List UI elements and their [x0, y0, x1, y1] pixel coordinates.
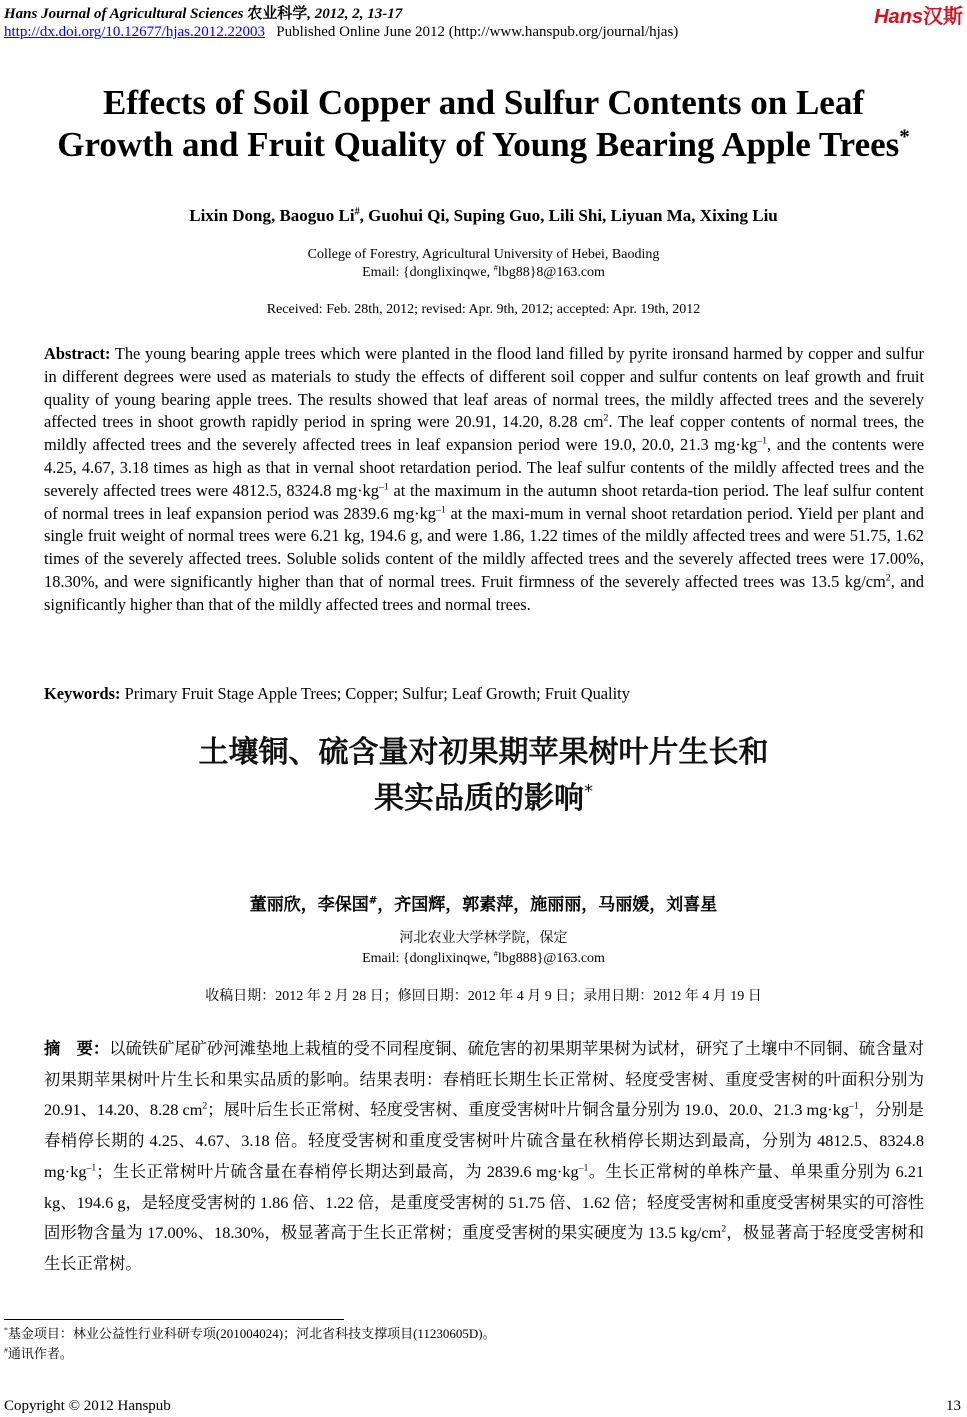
journal-header: [4, 2, 402, 23]
superscript: 2: [202, 1100, 208, 1112]
abstract-text: [44, 344, 924, 614]
footnote-divider: [4, 1319, 344, 1320]
superscript: 2: [885, 572, 891, 584]
footnote-corresponding: [4, 1343, 73, 1362]
fund-text: 基金项目：林业公益性行业科研专项(201004024)；河北省科技支撑项目(11230605D)。: [7, 1326, 496, 1341]
affiliation: College of Forestry, Agricultural University of Hebei, Baoding: [307, 247, 660, 262]
superscript: #: [493, 949, 498, 959]
corr-text: 通讯作者。: [7, 1346, 73, 1361]
superscript: #: [368, 894, 378, 907]
cn-title: [0, 730, 967, 822]
cn-email: [0, 950, 967, 968]
copyright: Copyright © 2012 Hanspub: [4, 1398, 171, 1414]
abstract-label: Abstract:: [44, 344, 111, 363]
cn-title-line-1: 土壤铜、硫含量对初果期苹果树叶片生长和: [198, 735, 769, 770]
superscript: –1: [378, 481, 389, 493]
cn-abstract-label: 摘 要：: [44, 1039, 110, 1058]
cn-abstract-text: [44, 1039, 924, 1273]
superscript: –1: [435, 504, 446, 516]
text-run: Lixin Dong, Baoguo Li: [189, 206, 355, 225]
text-run: ，分别是春梢停长期的 4.25、4.67、3.18 倍。轻度受害树和重度受害树叶片硫含量在秋梢停长期达到最高，分别为 4812.5、8324.8 mg·kg: [44, 1100, 924, 1181]
doi-link[interactable]: http://dx.doi.org/10.12677/hjas.2012.22003: [4, 24, 265, 40]
superscript: 2: [721, 1223, 727, 1235]
abstract: [44, 343, 924, 617]
title-line-1: Effects of Soil Copper and Sulfur Contents on Leaf: [103, 83, 864, 122]
text-run: lbg88}8@163.com: [497, 265, 605, 280]
fund-mark: *: [4, 1325, 8, 1335]
corr-mark: #: [4, 1345, 8, 1355]
title-line-2: Growth and Fruit Quality of Young Bearing Apple Trees: [57, 125, 900, 164]
keywords-label: Keywords:: [44, 684, 121, 703]
text-run: ；生长正常树叶片硫含量在春梢停长期达到最高，为 2839.6 mg·kg: [96, 1161, 579, 1181]
text-run: Email: {donglixinqwe,: [362, 951, 494, 966]
authors: [0, 206, 967, 226]
text-run: 董丽欣，李保国: [249, 895, 369, 915]
superscript: –1: [86, 1162, 97, 1174]
footnote-fund: [4, 1323, 496, 1342]
text-run: , and significantly higher than that of the mildly affected trees and normal trees.: [44, 571, 924, 614]
superscript: –1: [757, 435, 768, 447]
journal-name-cn: 农业科学: [247, 6, 308, 22]
superscript: 2: [603, 412, 609, 424]
email: [0, 264, 967, 282]
page-number: 13: [946, 1398, 961, 1414]
text-run: lbg888}@163.com: [497, 951, 605, 966]
cn-title-footnote-mark: *: [584, 781, 593, 802]
superscript: –1: [848, 1100, 859, 1112]
text-run: The young bearing apple trees which were planted in the flood land filled by pyrite ironsand harmed by copper and sulfur in different degrees were used as materials to study the effects of different soil copper and sulfur contents on leaf growth and fruit quality of young bearing apple trees. The results showed that leaf areas of normal trees, the mildly affected trees and the severely affected trees in shoot growth rapidly period in spring were 20.91, 14.20, 8.28 cm: [44, 344, 924, 432]
keywords-text: Primary Fruit Stage Apple Trees; Copper; Sulfur; Leaf Growth; Fruit Quality: [120, 684, 630, 703]
cn-title-line-2: 果实品质的影响: [374, 781, 584, 816]
superscript: –1: [578, 1162, 589, 1174]
doi-line: [4, 24, 678, 41]
published-info: Published Online June 2012 (http://www.hanspub.org/journal/hjas): [276, 24, 679, 40]
text-run: 以硫铁矿尾矿砂河滩垫地上栽植的受不同程度铜、硫危害的初果期苹果树为试材，研究了土壤中不同铜、硫含量对初果期苹果树叶片生长和果实品质的影响。结果表明：春梢旺长期生长正常树、轻度受害树、重度受害树的叶面积分别为 20.91、14.20、8.28 cm: [44, 1039, 924, 1120]
journal-name: Hans Journal of Agricultural Sciences: [4, 6, 244, 22]
text-run: ；展叶后生长正常树、轻度受害树、重度受害树叶片铜含量分别为 19.0、20.0、21.3 mg·kg: [207, 1100, 849, 1120]
text-run: ，极显著高于轻度受害树和生长正常树。: [44, 1223, 924, 1273]
journal-issue: , 2012, 2, 13-17: [307, 6, 403, 22]
text-run: at the maxi-mum in vernal shoot retardation period. Yield per plant and single fruit weight of normal trees were 6.21 kg, 194.6 g, and were 1.86, 1.22 times of the mildly affected trees and were 51.75, 1.62 times of the severely affected trees. Soluble solids content of the mildly affected trees and the severely affected trees were 17.00%, 18.30%, and were significantly higher than that of normal trees. Fruit firmness of the severely affected trees was 13.5 kg/cm: [44, 503, 924, 591]
text-run: at the maximum in the autumn shoot retarda-tion period. The leaf sulfur content of normal trees in leaf expansion period was 2839.6 mg·kg: [44, 480, 924, 523]
cn-authors: [0, 890, 967, 915]
text-run: ，齐国辉，郭素萍，施丽丽，马丽媛，刘喜星: [377, 895, 718, 915]
text-run: 。生长正常树的单株产量、单果重分别为 6.21 kg、194.6 g，是轻度受害树的 1.86 倍、1.22 倍，是重度受害树的 51.75 倍、1.62 倍；轻度受害树和重度受害树果实的可溶性固形物含量为 17.00%、18.30%，极显著高于生长正常树；重度受害树的果实硬度为 13.5 kg/cm: [44, 1161, 924, 1243]
cn-abstract: [44, 1034, 924, 1280]
text-run: . The leaf copper contents of normal trees, the mildly affected trees and the severely affected trees in leaf expansion period were 19.0, 20.0, 21.3 mg·kg: [44, 412, 924, 455]
hans-logo: Hans汉斯: [874, 6, 963, 28]
keywords: [44, 684, 630, 704]
cn-dates: 收稿日期：2012 年 2 月 28 日；修回日期：2012 年 4 月 9 日；录用日期：2012 年 4 月 19 日: [205, 989, 762, 1004]
dates: Received: Feb. 28th, 2012; revised: Apr. 9th, 2012; accepted: Apr. 19th, 2012: [266, 302, 701, 317]
text-run: , Guohui Qi, Suping Guo, Lili Shi, Liyuan Ma, Xixing Liu: [359, 206, 778, 225]
superscript: #: [354, 206, 360, 218]
title-footnote-mark: *: [899, 124, 910, 149]
paper-title: [0, 82, 967, 166]
cn-affiliation: 河北农业大学林学院，保定: [399, 931, 568, 946]
superscript: #: [493, 263, 498, 273]
text-run: Email: {donglixinqwe,: [362, 265, 494, 280]
text-run: , and the contents were 4.25, 4.67, 3.18 times as high as that in vernal shoot retardation period. The leaf sulfur contents of the mildly affected trees and the severely affected trees were 4812.5, 8324.8 mg·kg: [44, 435, 924, 500]
